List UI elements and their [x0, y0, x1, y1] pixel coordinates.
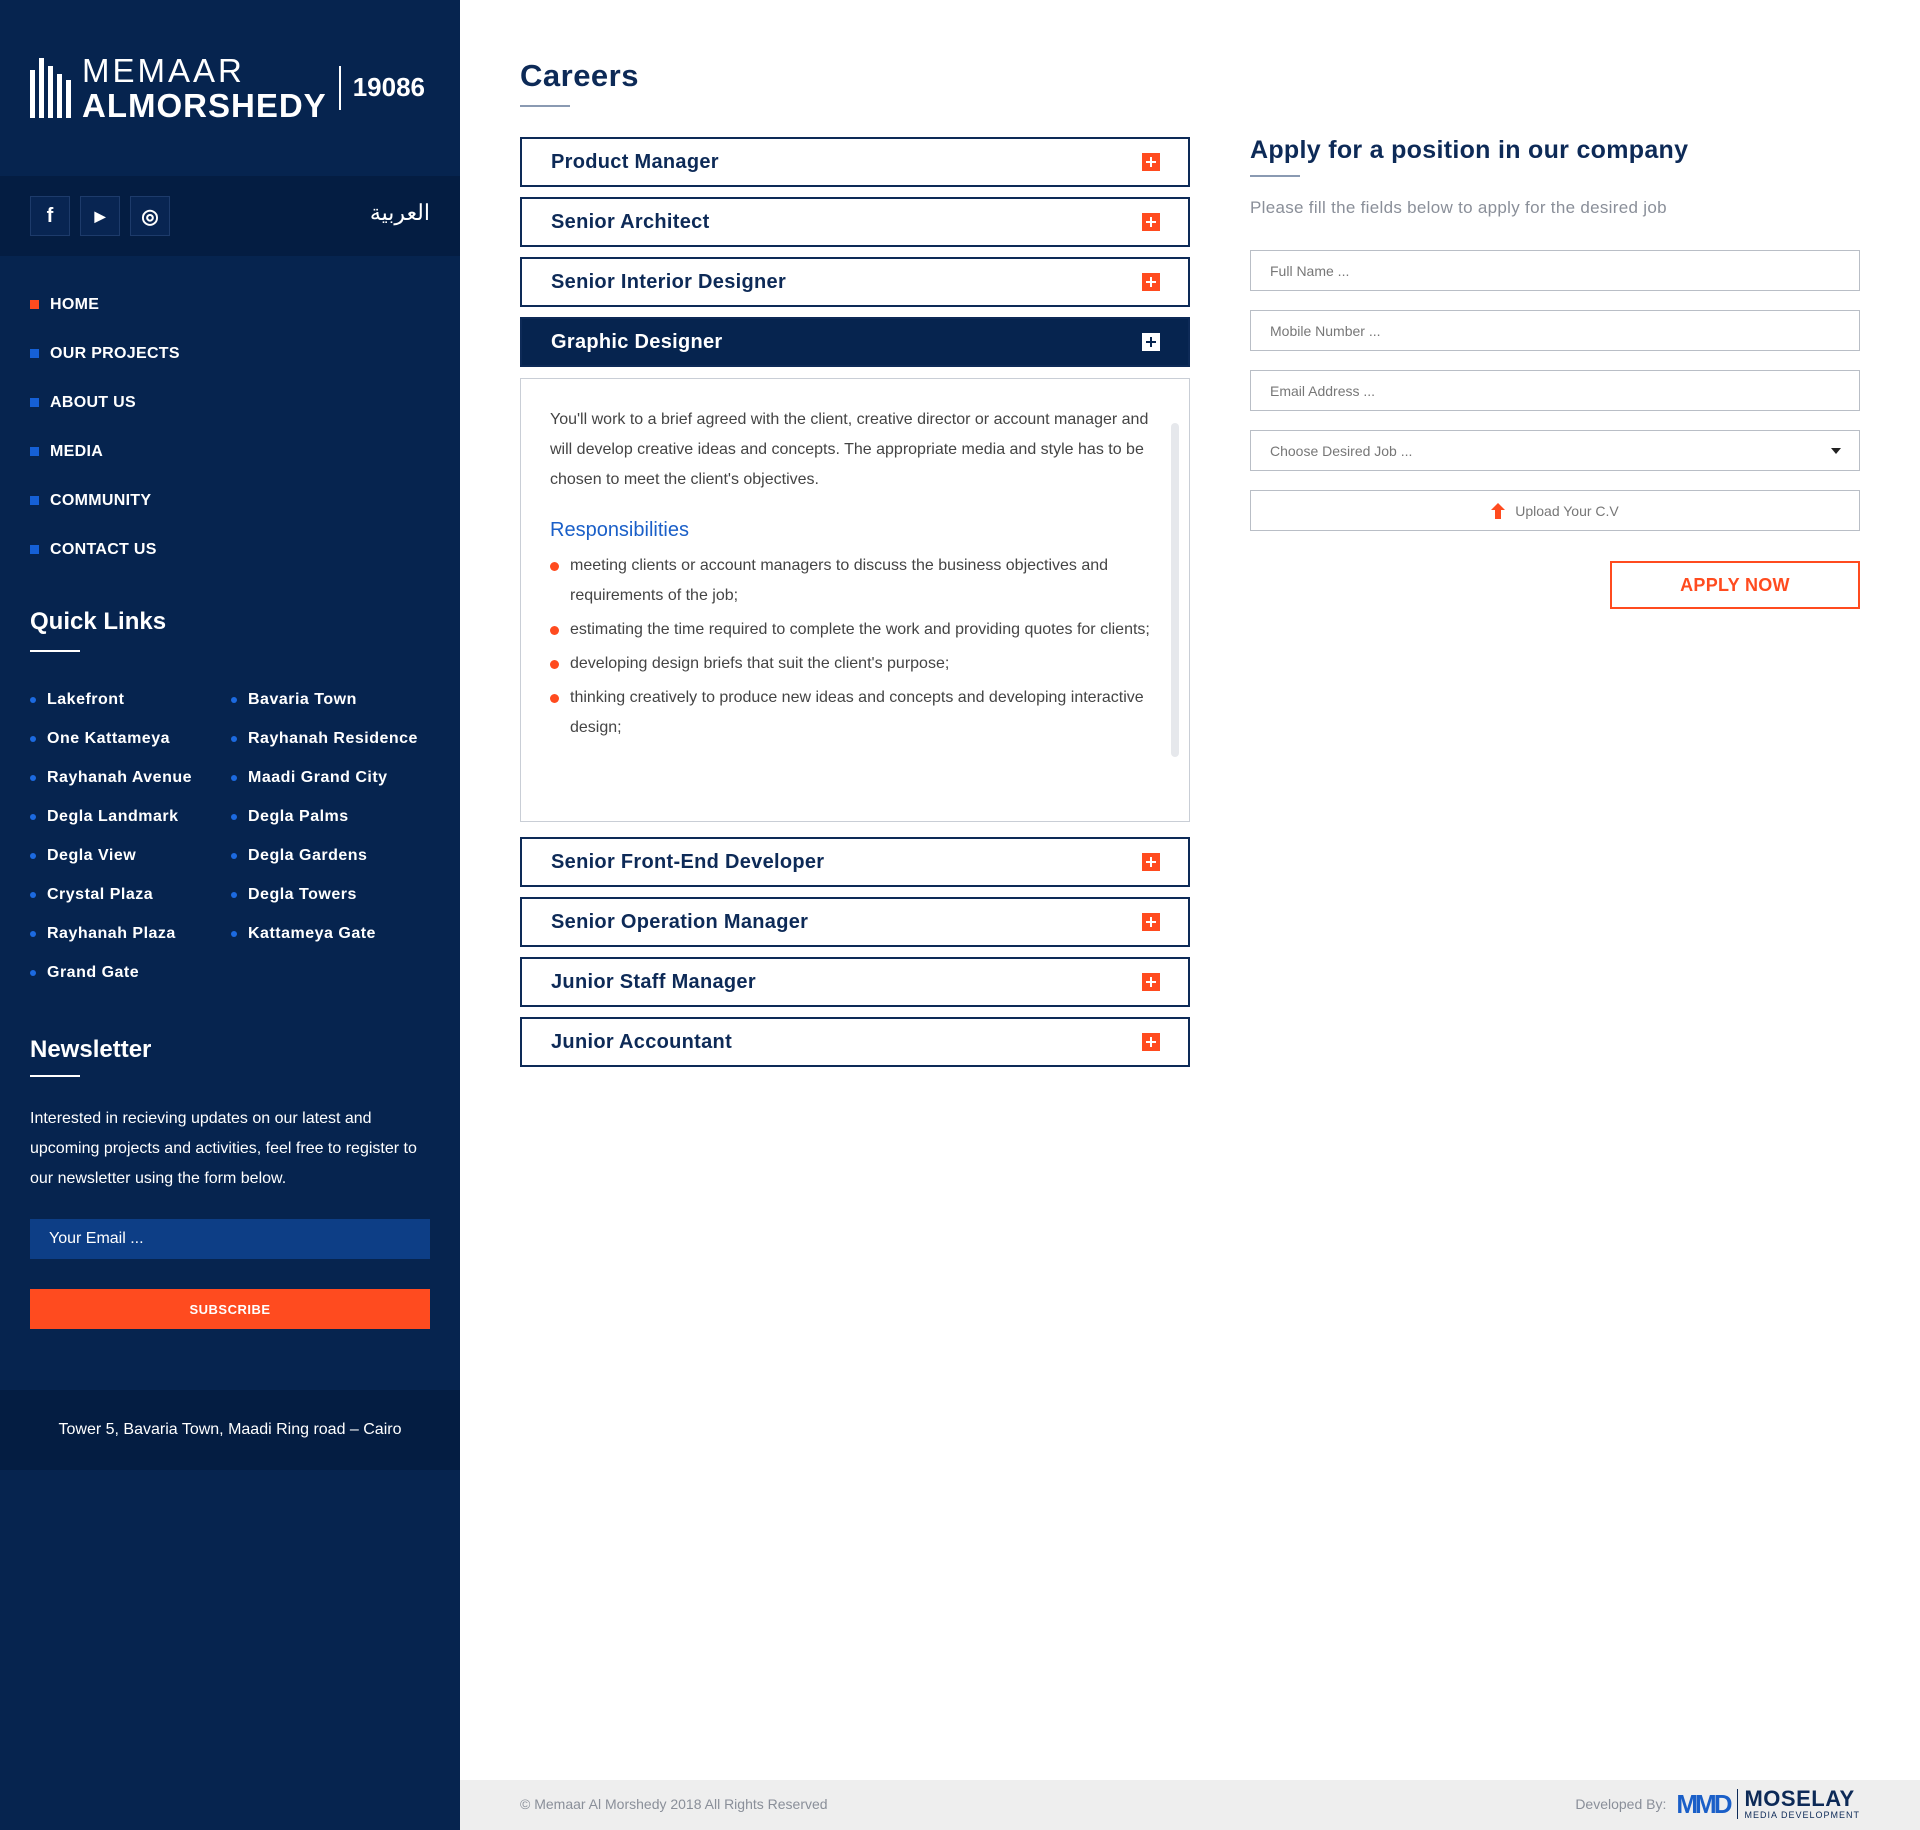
address-bar: [0, 1390, 460, 1470]
nav-item-about-us[interactable]: [30, 378, 180, 427]
plus-icon[interactable]: [1142, 213, 1160, 231]
brand-logo[interactable]: [30, 51, 425, 124]
logo-text: [82, 51, 327, 124]
page-title-underline: [520, 105, 570, 107]
nav-label: CONTACT US: [50, 540, 157, 558]
responsibilities-list: [550, 551, 1150, 747]
responsibility-item: developing design briefs that suit the client's purpose;: [550, 649, 1150, 679]
quick-link[interactable]: [231, 914, 418, 953]
quick-link-label: Degla Gardens: [248, 846, 368, 864]
job-accordion-item[interactable]: [520, 957, 1190, 1007]
newsletter-email-input[interactable]: [30, 1219, 430, 1259]
job-accordion-item[interactable]: [520, 197, 1190, 247]
responsibility-item: meeting clients or account managers to discuss the business objectives and requirements of the job;: [550, 551, 1150, 611]
bullet-dot: [30, 697, 36, 703]
logo-divider: [339, 66, 341, 110]
newsletter-underline: [30, 1075, 80, 1077]
logo-mark-icon: [30, 58, 72, 118]
bullet-dot: [231, 853, 237, 859]
quick-link-label: Kattameya Gate: [248, 924, 376, 942]
hotline-number: 19086: [352, 72, 425, 102]
upload-icon: [1491, 503, 1505, 519]
page-title: Careers: [520, 58, 639, 93]
nav-bullet: [30, 447, 39, 456]
quick-link[interactable]: [231, 836, 418, 875]
logo-line2: ALMORSHEDY: [82, 86, 327, 124]
job-title: Graphic Designer: [551, 330, 723, 353]
nav-item-home[interactable]: [30, 280, 180, 329]
bullet-dot: [231, 931, 237, 937]
quick-link-label: Crystal Plaza: [47, 885, 154, 903]
quick-link[interactable]: [30, 953, 192, 992]
responsibility-item: thinking creatively to produce new ideas and concepts and developing interactive design;: [550, 683, 1150, 743]
bullet-dot: [231, 697, 237, 703]
quick-link-label: Rayhanah Plaza: [47, 924, 176, 942]
quick-links-underline: [30, 650, 80, 652]
bullet-dot: [231, 892, 237, 898]
main-nav: [30, 280, 180, 574]
quick-link[interactable]: [30, 875, 192, 914]
bullet-dot: [30, 931, 36, 937]
instagram-icon[interactable]: ◎: [130, 196, 170, 236]
newsletter-text: Interested in recieving updates on our latest and upcoming projects and activities, feel free to register to our newsletter using the form below.: [30, 1110, 417, 1187]
address-text: Tower 5, Bavaria Town, Maadi Ring road – Cairo: [58, 1421, 402, 1438]
nav-item-contact-us[interactable]: [30, 525, 180, 574]
nav-label: MEDIA: [50, 442, 104, 460]
plus-icon[interactable]: [1142, 1033, 1160, 1051]
plus-icon[interactable]: [1142, 913, 1160, 931]
quick-link[interactable]: [30, 680, 192, 719]
quick-link-label: Degla View: [47, 846, 137, 864]
upload-cv-label: Upload Your C.V: [1515, 502, 1619, 519]
desired-job-select[interactable]: [1250, 430, 1860, 471]
nav-bullet: [30, 398, 39, 407]
plus-icon[interactable]: [1142, 853, 1160, 871]
quick-link[interactable]: [30, 758, 192, 797]
quick-link-label: Degla Landmark: [47, 807, 179, 825]
quick-links-col-1: [30, 680, 192, 992]
job-title: Senior Architect: [551, 210, 710, 233]
quick-link-label: Degla Palms: [248, 807, 349, 825]
subscribe-button[interactable]: SUBSCRIBE: [30, 1289, 430, 1329]
logo-line1: MEMAAR: [82, 51, 245, 89]
nav-item-media[interactable]: [30, 427, 180, 476]
quick-links-title: Quick Links: [30, 608, 167, 635]
developer-logo-text: [1744, 1788, 1860, 1820]
job-accordion-item[interactable]: [520, 137, 1190, 187]
nav-bullet: [30, 496, 39, 505]
email-address-field[interactable]: [1250, 370, 1860, 411]
developer-name: MOSELAY: [1744, 1786, 1855, 1811]
job-title: Senior Front-End Developer: [551, 850, 825, 873]
job-accordion-item[interactable]: [520, 1017, 1190, 1067]
desired-job-select-label: Choose Desired Job ...: [1270, 442, 1413, 459]
job-title: Senior Operation Manager: [551, 910, 809, 933]
developer-logo-mark: MMD: [1676, 1788, 1730, 1819]
quick-link[interactable]: [30, 836, 192, 875]
plus-icon[interactable]: [1142, 273, 1160, 291]
quick-links-col-2: [231, 680, 418, 953]
plus-icon[interactable]: [1142, 333, 1160, 351]
developed-by-label: Developed By:: [1575, 1796, 1667, 1812]
nav-label: OUR PROJECTS: [50, 344, 180, 362]
quick-link-label: Bavaria Town: [248, 690, 357, 708]
nav-item-our-projects[interactable]: [30, 329, 180, 378]
footer: [460, 1780, 1920, 1830]
quick-link[interactable]: [30, 719, 192, 758]
copyright-text: © Memaar Al Morshedy 2018 All Rights Reserved: [520, 1796, 828, 1812]
quick-link-label: Grand Gate: [47, 963, 140, 981]
bullet-dot: [231, 814, 237, 820]
quick-link-label: One Kattameya: [47, 729, 170, 747]
form-subtitle: Please fill the fields below to apply for the desired job: [1250, 198, 1667, 217]
nav-label: ABOUT US: [50, 393, 136, 411]
job-accordion-item[interactable]: [520, 837, 1190, 887]
social-bar: [0, 176, 460, 256]
bullet-dot: [30, 970, 36, 976]
bullet-dot: [30, 892, 36, 898]
apply-now-button[interactable]: APPLY NOW: [1610, 561, 1860, 609]
quick-link[interactable]: [30, 914, 192, 953]
sidebar: [0, 0, 460, 1830]
bullet-dot: [30, 736, 36, 742]
quick-link-label: Rayhanah Residence: [248, 729, 418, 747]
responsibility-item: estimating the time required to complete the work and providing quotes for clients;: [550, 615, 1150, 645]
job-title: Senior Interior Designer: [551, 270, 787, 293]
full-name-field[interactable]: [1250, 250, 1860, 291]
nav-bullet: [30, 300, 39, 309]
developer-subtitle: MEDIA DEVELOPMENT: [1744, 1810, 1860, 1820]
plus-icon[interactable]: [1142, 973, 1160, 991]
job-accordion-item[interactable]: [520, 257, 1190, 307]
mobile-number-field[interactable]: [1250, 310, 1860, 351]
nav-label: COMMUNITY: [50, 491, 152, 509]
job-accordion-item-active[interactable]: [520, 317, 1190, 367]
nav-bullet: [30, 545, 39, 554]
bullet-dot: [231, 736, 237, 742]
job-title: Junior Staff Manager: [551, 970, 756, 993]
nav-item-community[interactable]: [30, 476, 180, 525]
quick-link[interactable]: [231, 719, 418, 758]
developer-logo-divider: [1737, 1789, 1738, 1819]
quick-link[interactable]: [231, 680, 418, 719]
panel-scrollbar[interactable]: [1171, 423, 1179, 757]
nav-bullet: [30, 349, 39, 358]
quick-link[interactable]: [30, 797, 192, 836]
quick-link[interactable]: [231, 758, 418, 797]
bullet-dot: [30, 853, 36, 859]
form-title: Apply for a position in our company: [1250, 136, 1689, 164]
plus-icon[interactable]: [1142, 153, 1160, 171]
job-title: Junior Accountant: [551, 1030, 733, 1053]
newsletter-title: Newsletter: [30, 1036, 152, 1063]
upload-cv-button[interactable]: [1250, 490, 1860, 531]
job-detail-panel: [520, 378, 1190, 822]
quick-link-label: Rayhanah Avenue: [47, 768, 193, 786]
bullet-dot: [231, 775, 237, 781]
job-title: Product Manager: [551, 150, 719, 173]
caret-down-icon: [1831, 448, 1841, 454]
quick-link[interactable]: [231, 797, 418, 836]
quick-link[interactable]: [231, 875, 418, 914]
quick-link-label: Maadi Grand City: [248, 768, 388, 786]
facebook-icon[interactable]: f: [30, 196, 70, 236]
quick-link-label: Lakefront: [47, 690, 125, 708]
youtube-icon[interactable]: ▶: [80, 196, 120, 236]
bullet-dot: [30, 814, 36, 820]
language-switch[interactable]: العربية: [369, 200, 430, 225]
nav-label: HOME: [50, 295, 100, 313]
bullet-dot: [30, 775, 36, 781]
developer-credit[interactable]: [1575, 1788, 1860, 1820]
job-description: You'll work to a brief agreed with the client, creative director or account manager and will develop creative ideas and concepts. The appropriate media and style has to be chosen to meet the client's objectives.: [550, 411, 1149, 488]
quick-link-label: Degla Towers: [248, 885, 357, 903]
form-title-underline: [1250, 175, 1300, 177]
responsibilities-title: Responsibilities: [550, 519, 689, 541]
job-accordion-item[interactable]: [520, 897, 1190, 947]
